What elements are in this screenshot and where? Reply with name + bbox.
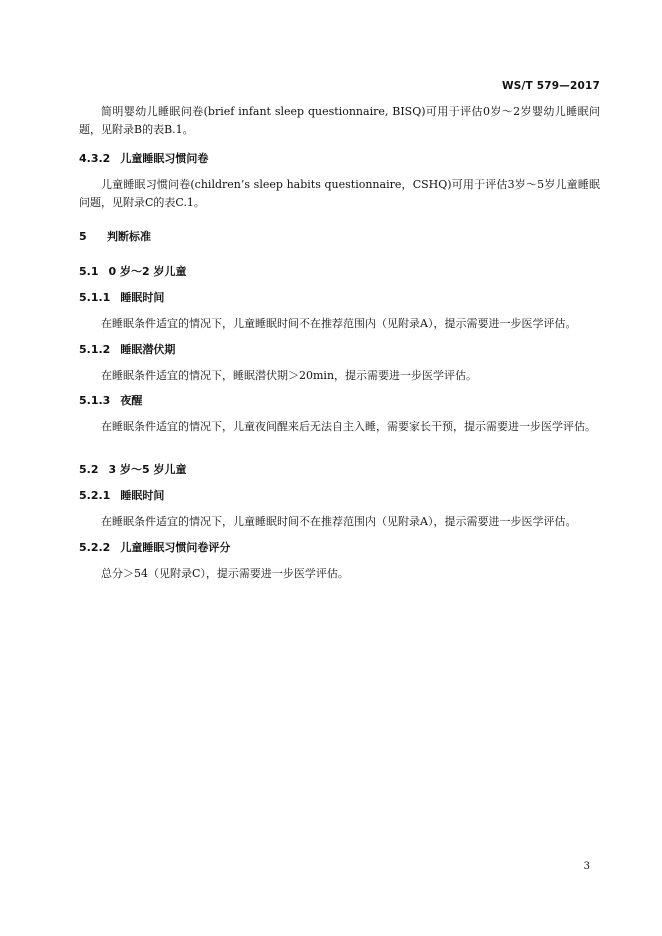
paragraph-5-1-1: 在睡眠条件适宜的情况下，儿童睡眠时间不在推荐范围内（见附录A），提示需要进一步医学评估。 — [101, 317, 577, 330]
paragraph-cshq: 儿童睡眠习惯问卷(children’s sleep habits questionnaire，CSHQ)可用于评估3岁～5岁儿童睡眠问题，见附录C的表C.1。 — [79, 178, 600, 209]
heading-number: 5.2.1 — [79, 489, 111, 502]
heading-title: 睡眠时间 — [120, 291, 165, 304]
heading-5 — [79, 229, 151, 245]
heading-title: 睡眠时间 — [120, 489, 165, 502]
document-code: WS/T 579—2017 — [501, 80, 600, 92]
heading-title: 3 岁～5 岁儿童 — [108, 463, 187, 476]
heading-5-1-1 — [79, 290, 164, 306]
paragraph-5-2-2: 总分＞54（见附录C），提示需要进一步医学评估。 — [101, 567, 349, 580]
heading-5-1-2 — [79, 342, 175, 358]
heading-5-1 — [79, 264, 186, 280]
heading-5-2 — [79, 462, 186, 478]
paragraph-5-1-2: 在睡眠条件适宜的情况下，睡眠潜伏期＞20min，提示需要进一步医学评估。 — [101, 369, 478, 382]
heading-title: 睡眠潜伏期 — [120, 343, 176, 356]
heading-title: 0 岁～2 岁儿童 — [108, 265, 187, 278]
heading-number: 5.2 — [79, 463, 99, 476]
heading-number: 5.1.1 — [79, 291, 111, 304]
heading-number: 4.3.2 — [79, 152, 111, 165]
heading-number: 5.2.2 — [79, 541, 111, 554]
heading-number: 5.1.3 — [79, 394, 111, 407]
heading-5-2-2 — [79, 540, 230, 556]
heading-4-3-2 — [79, 151, 208, 167]
heading-5-2-1 — [79, 488, 164, 504]
paragraph-bisq: 简明婴幼儿睡眠问卷(brief infant sleep questionnaire, BISQ)可用于评估0岁～2岁婴幼儿睡眠问题，见附录B的表B.1。 — [79, 105, 600, 136]
heading-number: 5 — [79, 230, 87, 243]
heading-number: 5.1 — [79, 265, 99, 278]
paragraph-5-2-1: 在睡眠条件适宜的情况下，儿童睡眠时间不在推荐范围内（见附录A），提示需要进一步医学评估。 — [101, 515, 577, 528]
heading-title: 儿童睡眠习惯问卷 — [120, 152, 209, 165]
paragraph-5-1-3: 在睡眠条件适宜的情况下，儿童夜间醒来后无法自主入睡，需要家长干预，提示需要进一步医学评估。 — [101, 420, 596, 433]
heading-title: 夜醒 — [120, 394, 143, 407]
heading-title: 判断标准 — [107, 230, 151, 243]
heading-number: 5.1.2 — [79, 343, 111, 356]
heading-5-1-3 — [79, 393, 142, 409]
page-number: 3 — [583, 861, 590, 872]
heading-title: 儿童睡眠习惯问卷评分 — [120, 541, 231, 554]
